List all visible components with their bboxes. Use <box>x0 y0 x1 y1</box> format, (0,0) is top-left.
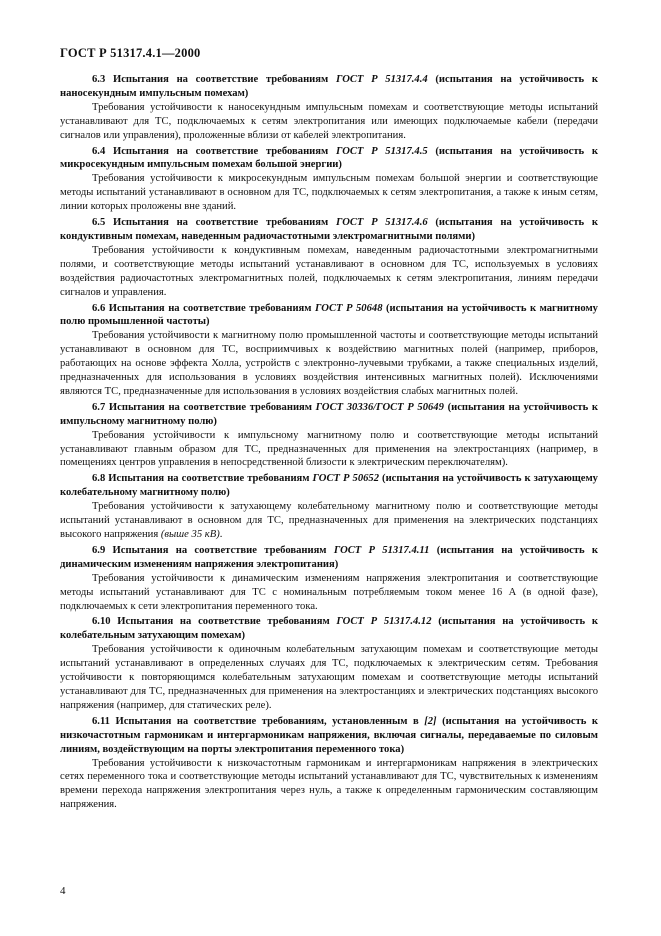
heading-text: Испытания на соответствие требованиям <box>112 74 329 85</box>
standard-reference: ГОСТ Р 51317.4.11 <box>333 544 430 556</box>
standard-reference: ГОСТ Р 50652 <box>312 473 380 485</box>
section-6-3-body: Требования устойчивости к наносекундным импульсным помехам и соответствующие методы испытаний устанавливают для ТС, подключаемых к сетям электропитания или имеющих подключаемые кабели (передачи сигналов или управления), проложенные вблизи от кабелей электропитания. <box>60 101 598 141</box>
section-6-9-body: Требования устойчивости к динамическим изменениям напряжения электропитания и соответствующие методы испытаний устанавливают для ТС с номинальным потребляемым током менее 16 А (в одной фазе), подключаемых к сети электропитания переменного тока. <box>60 572 598 612</box>
section-6-6-heading <box>60 302 598 330</box>
standard-reference: ГОСТ Р 51317.4.6 <box>335 217 428 229</box>
heading-text: Испытания на соответствие требованиям, установленным в <box>115 715 419 727</box>
standard-reference: ГОСТ Р 51317.4.4 <box>335 74 428 85</box>
section-6-8-body <box>60 500 598 542</box>
standard-reference: ГОСТ Р 50648 <box>315 302 383 314</box>
body-text: Требования устойчивости к затухающему колебательному магнитному полю и соответствующие методы испытаний устанавливают в основном для ТС, предназначенных для применения на электрических подстанциях высокого напряжения <box>60 501 598 540</box>
heading-text: (испытания на устойчивость к колебательным затухающим помехам) <box>60 616 598 642</box>
heading-text: Испытания на соответствие требованиям <box>112 145 329 157</box>
section-number: 6.7 <box>92 401 106 413</box>
section-6-8-heading <box>60 472 598 500</box>
heading-text: (испытания на устойчивость к наносекундным импульсным помехам) <box>60 74 598 99</box>
section-number: 6.9 <box>92 544 106 556</box>
section-number: 6.3 <box>92 74 106 85</box>
heading-text: (испытания на устойчивость к низкочастотным гармоникам и интергармоникам напряжения, включая сигналы, передаваемые по силовым линиям, воздействующим на порты электропитания переменного тока) <box>60 715 598 755</box>
section-6-7-body: Требования устойчивости к импульсному магнитному полю и соответствующие методы испытаний устанавливают главным образом для ТС, предназначенных для применения на электростанциях (например, в помещениях центров управления в непосредственной близости к электрическим переключателям). <box>60 429 598 469</box>
heading-text: (испытания на устойчивость к кондуктивным помехам, наведенным радиочастотными электромагнитными полями) <box>60 217 598 242</box>
section-6-4-heading <box>60 145 598 173</box>
section-number: 6.5 <box>92 217 106 229</box>
section-number: 6.4 <box>92 145 106 157</box>
body-text-end: . <box>219 529 223 540</box>
heading-text: Испытания на соответствие требованиям <box>108 401 312 413</box>
section-6-4-body: Требования устойчивости к микросекундным импульсным помехам большой энергии и соответствующие методы испытаний устанавливают в основном для ТС, подключаемых к сетям электропитания, а также к иным сетям, линии которых проложены вне зданий. <box>60 173 598 213</box>
section-6-9-heading <box>60 544 598 572</box>
section-6-3-heading <box>60 73 598 101</box>
document-header: ГОСТ Р 51317.4.1—2000 <box>60 46 201 60</box>
heading-text: (испытания на устойчивость к затухающему колебательному магнитному полю) <box>60 473 598 499</box>
section-number: 6.6 <box>92 302 106 314</box>
section-6-5-body: Требования устойчивости к кондуктивным помехам, наведенным радиочастотными электромагнитными полями, и соответствующие методы испытаний устанавливают в основном для ТС, используемых в условиях воздействия радиочастотных электромагнитных полей, подключаемых к сетям электропитания, линиям передачи сигналов и управления. <box>60 244 598 298</box>
heading-text: Испытания на соответствие требованиям <box>108 302 312 314</box>
bibliography-reference: [2] <box>424 715 437 727</box>
section-6-5-heading <box>60 216 598 244</box>
heading-text: Испытания на соответствие требованиям <box>108 473 310 485</box>
page-number: 4 <box>60 885 66 897</box>
section-number: 6.8 <box>92 473 106 485</box>
heading-text: Испытания на соответствие требованиям <box>117 616 330 628</box>
heading-text: Испытания на соответствие требованиям <box>112 217 329 229</box>
voltage-note: (выше 35 кВ) <box>160 529 220 540</box>
standard-reference: ГОСТ Р 51317.4.12 <box>336 616 432 628</box>
section-number: 6.10 <box>92 616 111 628</box>
standard-reference: ГОСТ Р 51317.4.5 <box>335 145 428 157</box>
section-6-11-heading <box>60 715 598 757</box>
heading-text: (испытания на устойчивость к микросекундным импульсным помехам большой энергии) <box>60 145 598 171</box>
section-6-11-body: Требования устойчивости к низкочастотным гармоникам и интергармоникам напряжения в электрических сетях переменного тока и соответствующие методы испытаний устанавливают для ТС, чувствительных к изменениям времени перехода напряжения электропитания через нуль, а также к определенным гармоническим составляющим напряжения. <box>60 757 598 811</box>
standard-reference: ГОСТ 30336/ГОСТ Р 50649 <box>315 401 444 413</box>
section-6-6-body: Требования устойчивости к магнитному полю промышленной частоты и соответствующие методы испытаний устанавливают в основном для ТС, восприимчивых к воздействию магнитных полей (например, приборов, работающих на основе эффекта Холла, устройств с электронно-лучевыми трубками, а также специальных изделий, предназначенных для использования в условиях воздействия интенсивных магнитных полей). Исключениями являются ТС, предназначенные для использования в условиях воздействия слабых магнитных полей. <box>60 330 598 397</box>
section-6-10-heading <box>60 615 598 643</box>
heading-text: (испытания на устойчивость к импульсному магнитному полю) <box>60 401 598 427</box>
heading-text: Испытания на соответствие требованиям <box>112 544 327 556</box>
section-6-10-body: Требования устойчивости к одиночным колебательным затухающим помехам и соответствующие методы испытаний устанавливают в определенных случаях для ТС, подключаемых к электрическим сетям. Требования устойчивости к повторяющимся колебательным затухающим помехам и соответствующие методы испытаний устанавливают для ТС, предназначенных для применения на электростанциях и электрических подстанциях высокого напряжения (например, для статических реле). <box>60 644 598 711</box>
section-number: 6.11 <box>92 715 110 727</box>
heading-text: (испытания на устойчивость к магнитному полю промышленной частоты) <box>60 302 598 328</box>
document-body <box>60 73 598 812</box>
heading-text: (испытания на устойчивость к динамическим изменениям напряжения электропитания) <box>60 544 599 570</box>
section-6-7-heading <box>60 401 598 429</box>
